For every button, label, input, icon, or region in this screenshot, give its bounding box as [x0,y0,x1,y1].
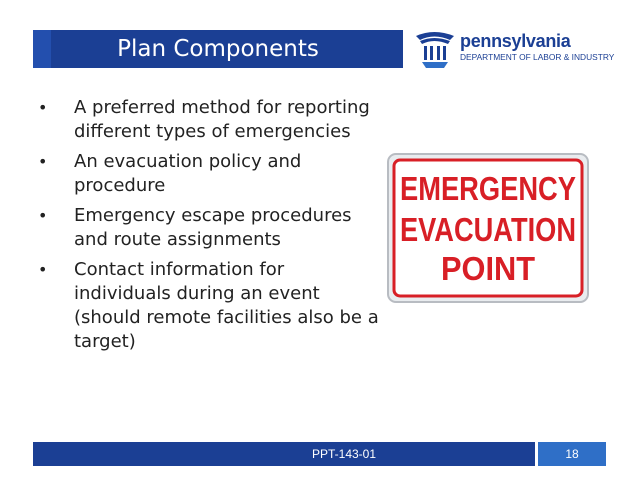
sign-line-2: EVACUATION [400,211,576,248]
pa-labor-logo [412,26,615,72]
footer [33,442,606,466]
list-item [38,150,383,198]
bullet-icon: • [38,206,48,225]
title-bar [33,30,403,68]
bullet-text: Contact information for individuals during an event (should remote facilities also be a target) [74,259,379,352]
list-item [38,258,383,354]
sign-line-3: POINT [441,250,535,287]
emergency-evacuation-sign [386,152,590,304]
logo-name: pennsylvania [460,31,571,51]
bullet-list [38,96,383,360]
list-item [38,96,383,144]
bullet-text: An evacuation policy and procedure [74,151,302,196]
bullet-text: A preferred method for reporting different types of emergencies [74,97,370,142]
page-number: 18 [538,442,606,466]
slide-title: Plan Components [117,36,319,62]
list-item [38,204,383,252]
bullet-icon: • [38,260,48,279]
bullet-icon: • [38,98,48,117]
footer-code: PPT-143-01 [311,447,377,461]
sign-line-1: EMERGENCY [400,170,576,207]
logo-subtitle: DEPARTMENT OF LABOR & INDUSTRY [460,52,615,62]
bullet-icon: • [38,152,48,171]
bullet-text: Emergency escape procedures and route assignments [74,205,352,250]
keystone-capitol-icon [412,26,458,72]
